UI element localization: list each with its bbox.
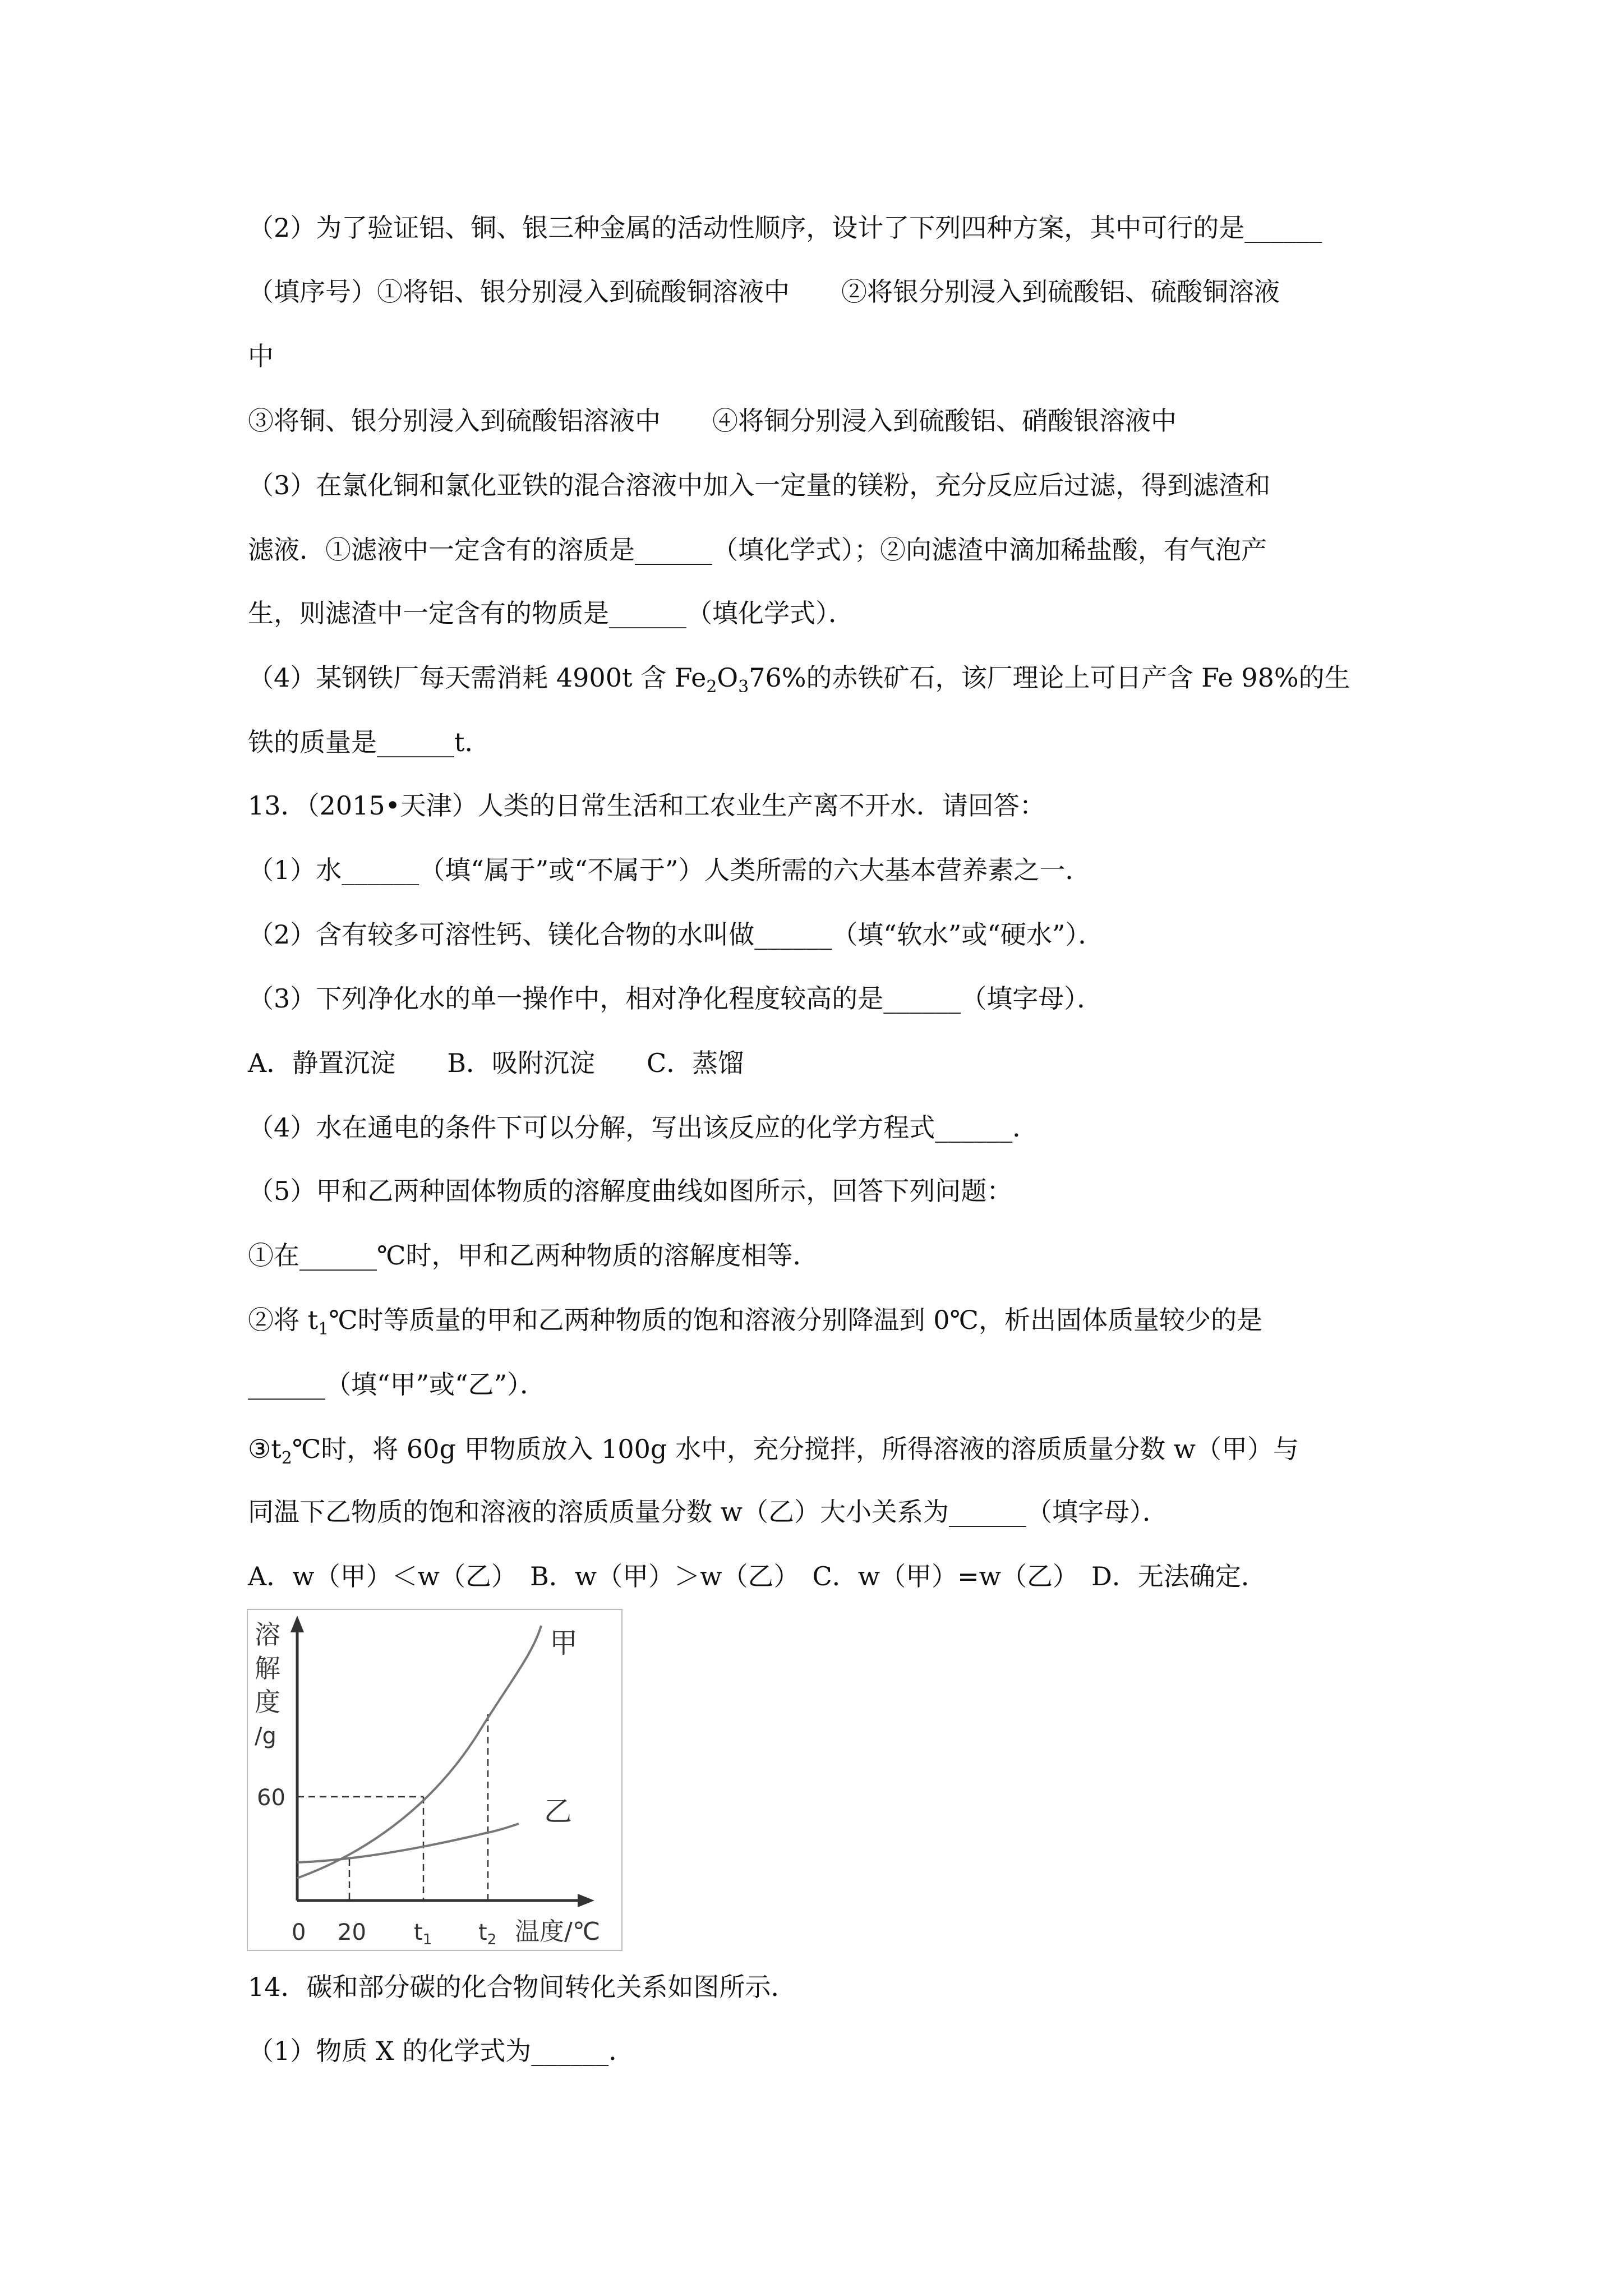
curve-yi — [297, 1824, 519, 1862]
x-axis-arrow — [578, 1894, 594, 1907]
ylabel-char-2: 解 — [255, 1653, 280, 1683]
q13-part3-options: A．静置沉淀 B．吸附沉淀 C．蒸馏 — [248, 1048, 744, 1078]
y-tick-60: 60 — [257, 1785, 285, 1811]
q12-part4-line2: 铁的质量是______t． — [248, 727, 491, 757]
q13-part5-item2-line1: ②将 $t_1℃$时等质量的甲和乙两种物质的饱和溶液分别降温到 0℃，析出固体质量较少的是 — [248, 1305, 1263, 1339]
q13-stem: 13．（2015•天津）人类的日常生活和工农业生产离不开水．请回答： — [248, 790, 1045, 821]
solubility-chart — [247, 1609, 623, 1951]
ylabel-char-3: 度 — [255, 1687, 280, 1717]
q12-part2-line3: 中 — [248, 341, 274, 371]
x-axis-label: 温度/℃ — [515, 1917, 601, 1946]
q13-part2: （2）含有较多可溶性钙、镁化合物的水叫做______（填“软水”或“硬水”）． — [248, 919, 1104, 950]
x-tick-0: 0 — [292, 1920, 306, 1945]
q12-part3-line1: （3）在氯化铜和氯化亚铁的混合溶液中加入一定量的镁粉，充分反应后过滤，得到滤渣和 — [248, 470, 1271, 500]
q14-stem: 14．碳和部分碳的化合物间转化关系如图所示． — [248, 1972, 797, 2002]
q12-part2-line4: ③将铜、银分别浸入到硫酸铝溶液中 ④将铜分别浸入到硫酸铝、硝酸银溶液中 — [248, 406, 1177, 436]
ylabel-char-4: /g — [255, 1723, 276, 1749]
q12-part2-line1: （2）为了验证铝、铜、银三种金属的活动性顺序，设计了下列四种方案，其中可行的是______ — [248, 213, 1322, 243]
x-tick-20: 20 — [338, 1920, 366, 1945]
x-tick-t2: $t_2$ — [478, 1920, 497, 1948]
q13-part1: （1）水______（填“属于”或“不属于”）人类所需的六大基本营养素之一． — [248, 855, 1091, 885]
q12-part4-line1: （4）某钢铁厂每天需消耗 4900t 含 $Fe_2O_376\%$的赤铁矿石，该厂理论上可日产含 Fe 98%的生 — [248, 662, 1350, 697]
curve-yi-label: 乙 — [544, 1795, 572, 1828]
q13-part3: （3）下列净化水的单一操作中，相对净化程度较高的是______（填字母）． — [248, 983, 1103, 1014]
q13-part5-item3-line2: 同温下乙物质的饱和溶液的溶质质量分数 w（乙）大小关系为______（填字母）． — [248, 1497, 1168, 1527]
q12-part2-line2: （填序号）①将铝、银分别浸入到硫酸铜溶液中 ②将银分别浸入到硫酸铝、硫酸铜溶液 — [248, 277, 1280, 307]
ylabel-char-1: 溶 — [255, 1619, 280, 1650]
q14-part1: （1）物质 X 的化学式为______． — [248, 2036, 635, 2066]
q13-part4: （4）水在通电的条件下可以分解，写出该反应的化学方程式______． — [248, 1112, 1039, 1143]
y-axis-arrow — [291, 1616, 304, 1632]
x-tick-t1: $t_1$ — [414, 1920, 432, 1948]
q13-part5: （5）甲和乙两种固体物质的溶解度曲线如图所示，回答下列问题： — [248, 1176, 1013, 1206]
q13-part5-item2-line2: ______（填“甲”或“乙”）． — [248, 1369, 546, 1400]
q13-part5-item1: ①在______℃时，甲和乙两种物质的溶解度相等． — [248, 1240, 819, 1271]
curve-jia — [297, 1626, 541, 1878]
q13-part5-item3-options: A．w（甲）＜w（乙） B．w（甲）＞w（乙） C．w（甲）=w（乙） D．无法确定． — [248, 1561, 1267, 1591]
curve-jia-label: 甲 — [550, 1627, 578, 1659]
q13-part5-item3-line1: $③t_2℃$时，将 60g 甲物质放入 100g 水中，充分搅拌，所得溶液的溶质质量分数 w（甲）与 — [248, 1434, 1299, 1468]
q12-part3-line2: 滤液．①滤液中一定含有的溶质是______（填化学式）；②向滤渣中滴加稀盐酸，有气泡产 — [248, 535, 1267, 565]
q12-part3-line3: 生，则滤渣中一定含有的物质是______（填化学式）． — [248, 598, 854, 628]
solubility-figure — [247, 1609, 623, 1951]
